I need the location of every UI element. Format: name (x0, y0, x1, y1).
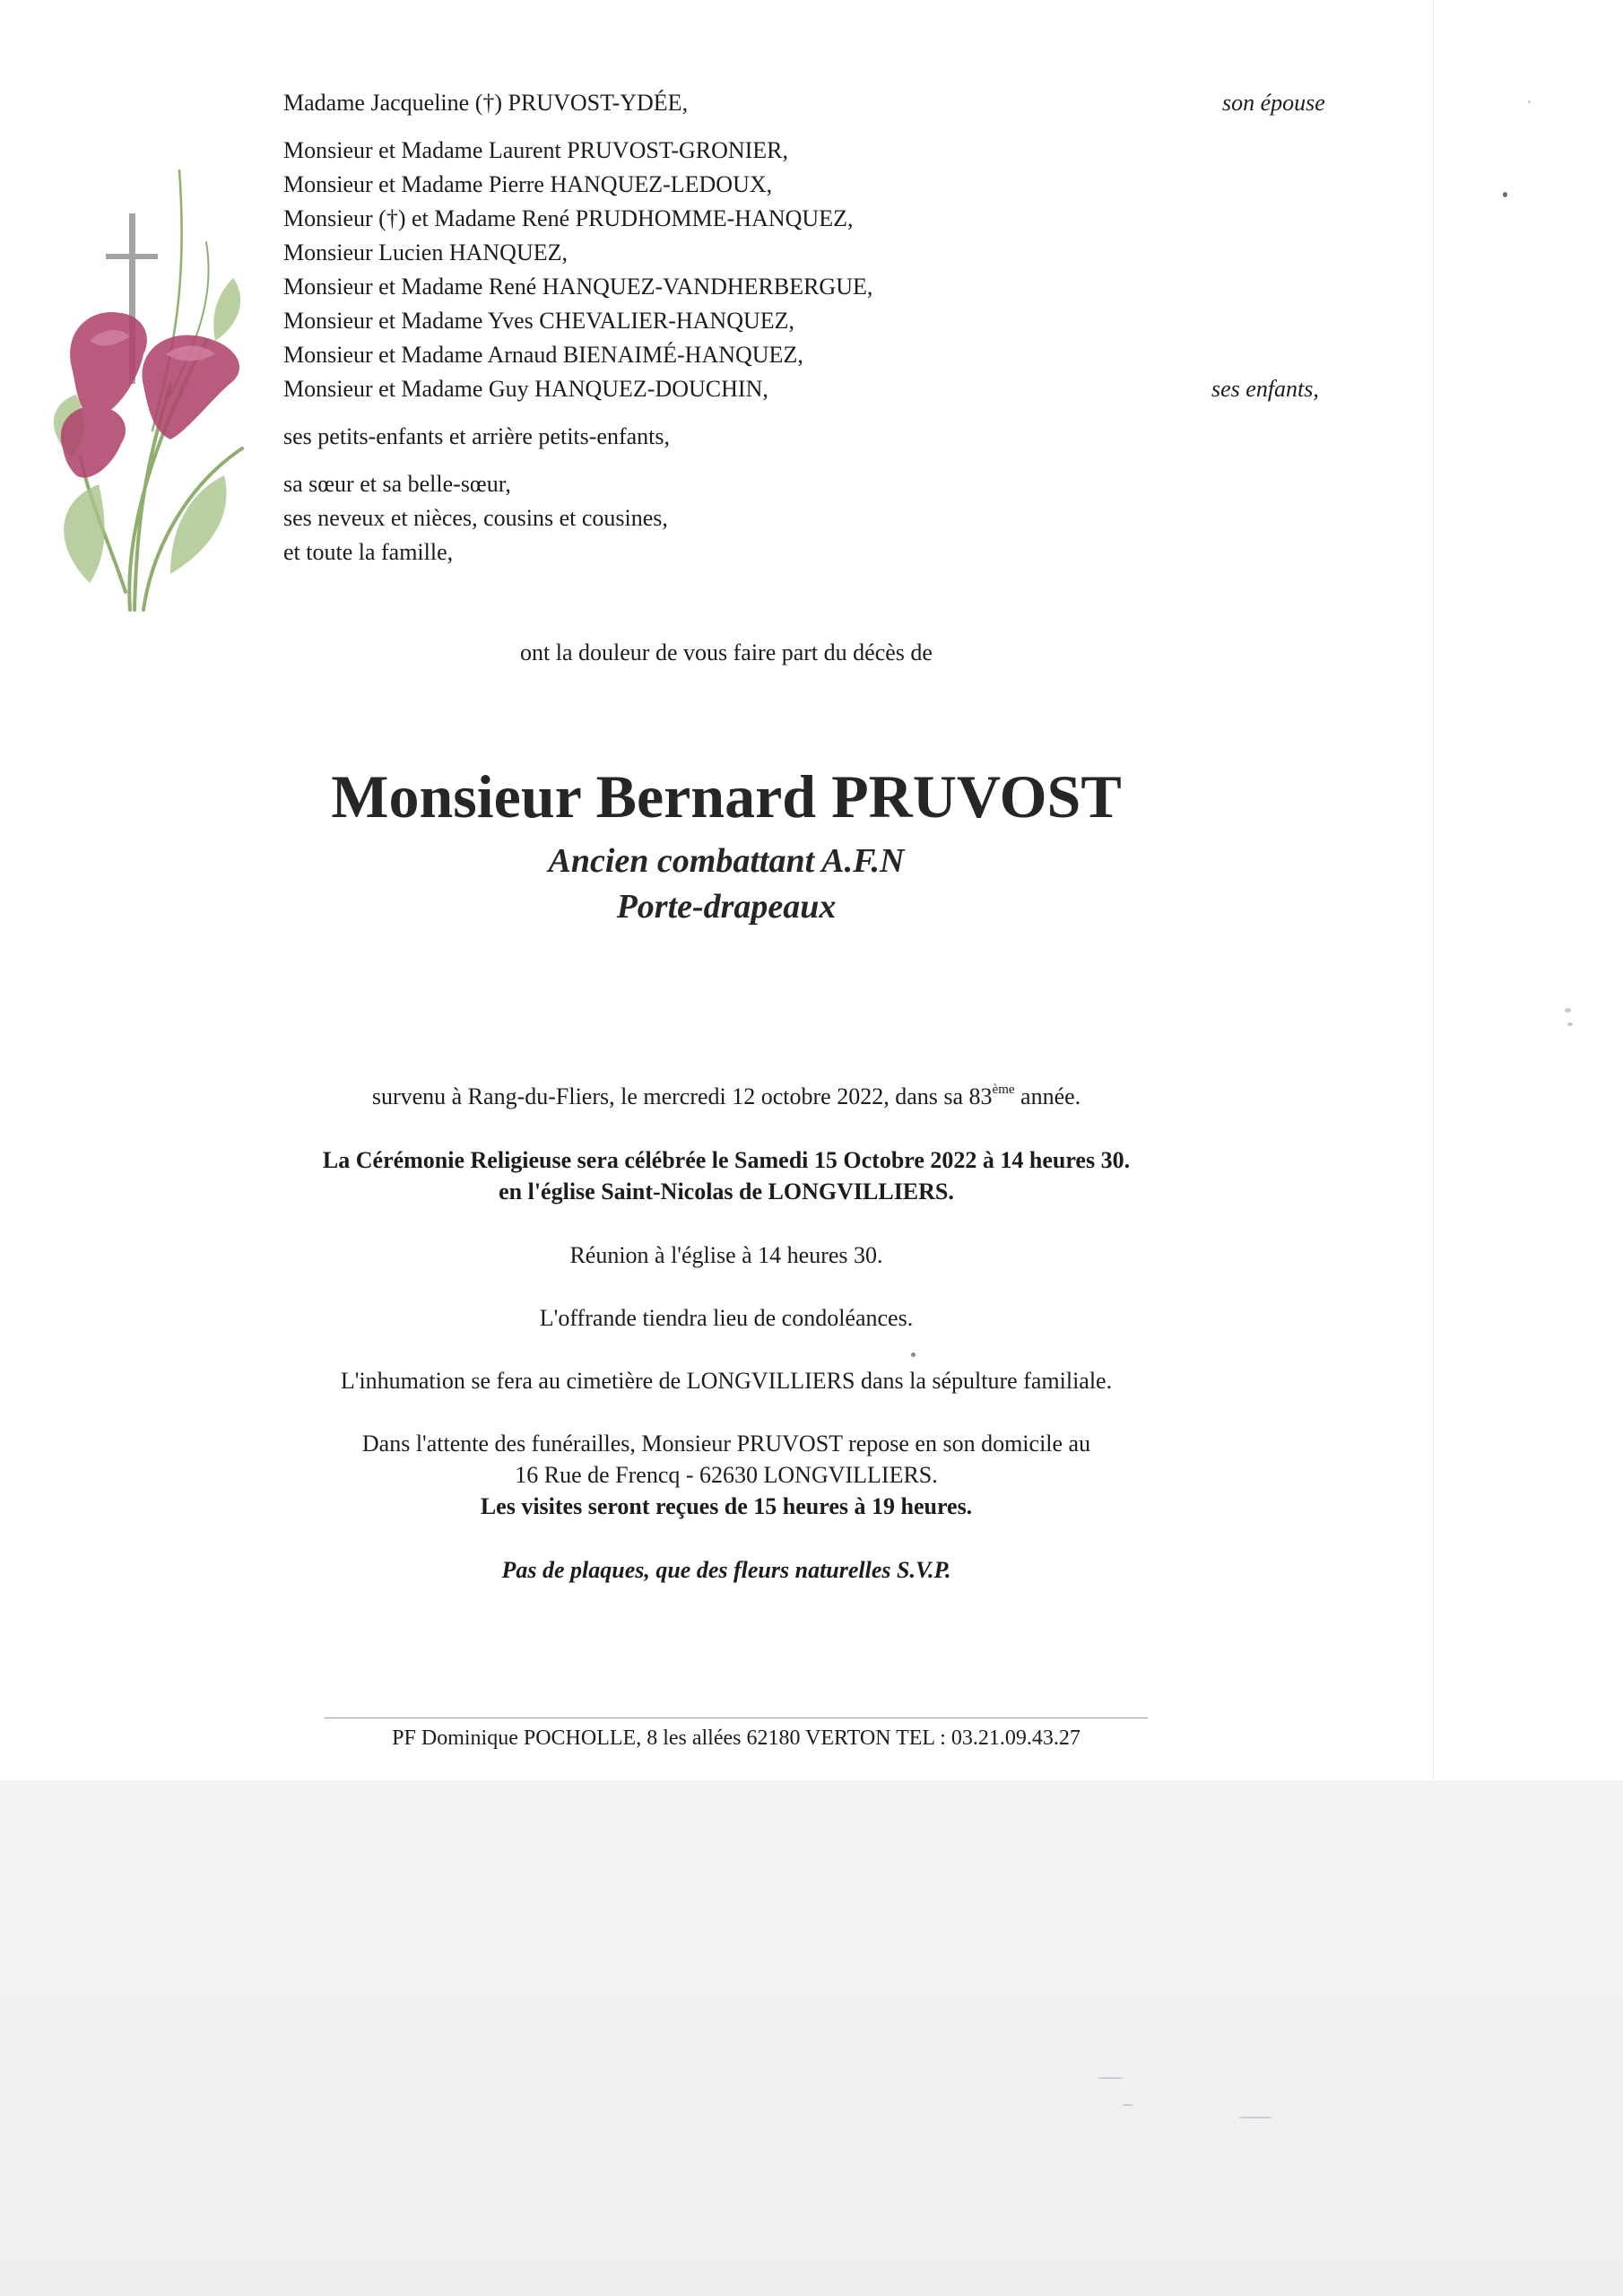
scan-speck (1528, 100, 1531, 103)
cross-and-lily-illustration (36, 161, 251, 628)
deceased-title-2: Porte-drapeaux (616, 888, 837, 926)
death-details (0, 1081, 1453, 1112)
scan-speck (1123, 2104, 1133, 2106)
death-ordinal-suffix: ème (992, 1083, 1015, 1097)
child-line: Monsieur et Madame René HANQUEZ-VANDHERBERGUE, (283, 274, 873, 300)
relatives-line: ses neveux et nièces, cousins et cousines, (283, 505, 668, 531)
rest-line-1: Dans l'attente des funérailles, Monsieur PRUVOST repose en son domicile au (361, 1431, 1091, 1457)
deceased-title-1: Ancien combattant A.F.N (548, 842, 905, 880)
ceremony-line-2: en l'église Saint-Nicolas de LONGVILLIERS. (499, 1178, 954, 1205)
child-line: Monsieur (†) et Madame René PRUDHOMME-HANQUEZ, (283, 205, 854, 231)
scan-speck (1503, 192, 1507, 197)
funeral-home-footer: PF Dominique POCHOLLE, 8 les allées 62180 VERTON TEL : 03.21.09.43.27 (392, 1726, 1081, 1750)
flowers-note: Pas de plaques, que des fleurs naturelles S.V.P. (501, 1557, 951, 1583)
burial-text: L'inhumation se fera au cimetière de LONGVILLIERS dans la sépulture familiale. (340, 1368, 1113, 1394)
children-relation: ses enfants, (1211, 376, 1319, 402)
scan-shadow (0, 1780, 1623, 2296)
ceremony-line-1: La Cérémonie Religieuse sera célébrée le Samedi 15 Octobre 2022 à 14 heures 30. (322, 1147, 1131, 1173)
child-line: Monsieur Lucien HANQUEZ, (283, 239, 568, 265)
child-line: Monsieur et Madame Yves CHEVALIER-HANQUEZ, (283, 308, 795, 334)
grandchildren-line: ses petits-enfants et arrière petits-enfants, (283, 423, 670, 449)
visits-text: Les visites seront reçues de 15 heures à 19 heures. (480, 1493, 973, 1519)
scan-speck (911, 1352, 916, 1357)
child-line: Monsieur et Madame Guy HANQUEZ-DOUCHIN, (283, 376, 768, 402)
relatives-line: sa sœur et sa belle-sœur, (283, 471, 511, 497)
rest-line-2: 16 Rue de Frencq - 62630 LONGVILLIERS. (515, 1462, 938, 1488)
meeting-text: Réunion à l'église à 14 heures 30. (569, 1242, 883, 1268)
offering-text: L'offrande tiendra lieu de condoléances. (539, 1305, 914, 1331)
child-line: Monsieur et Madame Arnaud BIENAIMÉ-HANQUEZ, (283, 342, 803, 368)
scan-speck (1237, 2117, 1273, 2118)
announcement-text: ont la douleur de vous faire part du décès de (520, 639, 933, 665)
spouse-relation: son épouse (1222, 90, 1325, 116)
deceased-name: Monsieur Bernard PRUVOST (331, 762, 1122, 831)
scan-speck (1565, 1008, 1571, 1013)
death-text-end: année. (1014, 1083, 1081, 1109)
death-text: survenu à Rang-du-Fliers, le mercredi 12 octobre 2022, dans sa 83 (371, 1083, 993, 1109)
relatives-line: et toute la famille, (283, 539, 454, 565)
scan-speck (1567, 1022, 1573, 1026)
scan-speck (1097, 2077, 1124, 2079)
child-line: Monsieur et Madame Pierre HANQUEZ-LEDOUX, (283, 171, 773, 197)
spouse-name: Madame Jacqueline (†) PRUVOST-YDÉE, (283, 90, 689, 116)
child-line: Monsieur et Madame Laurent PRUVOST-GRONIER, (283, 137, 789, 163)
